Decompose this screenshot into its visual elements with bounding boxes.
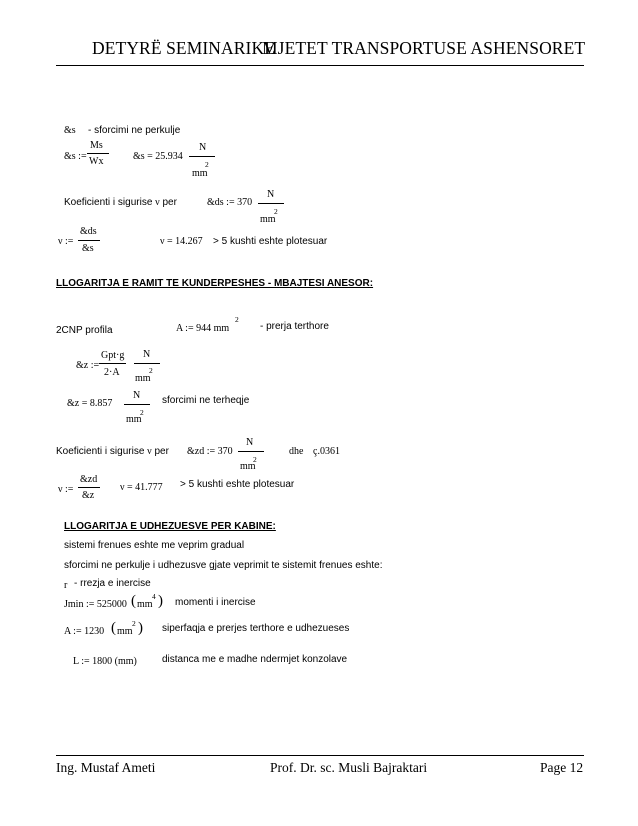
sigma-description: - sforcimi ne perkulje — [88, 125, 181, 136]
unit-exponent-4: 2 — [140, 408, 144, 417]
area2-paren-open: ( — [111, 620, 116, 636]
nu-result-2: ν = 41.777 — [120, 482, 163, 493]
nu-def-numerator: &ds — [80, 226, 97, 237]
unit-mm-3: mm — [135, 373, 151, 384]
unit-exponent-3: 2 — [149, 366, 153, 375]
section-title-counterweight: LLOGARITJA E RAMIT TE KUNDERPESHES - MBAJTESI ANESOR: — [56, 278, 374, 289]
jmin-exponent: 4 — [152, 592, 156, 601]
sigma-def-denominator: Wx — [89, 156, 104, 167]
unit-fraction-bar — [189, 156, 215, 157]
nu-def-fraction-bar-2 — [78, 487, 100, 488]
sigma-z-def-lhs: &z := — [76, 360, 100, 371]
jmin-assignment: Jmin := 525000 — [64, 599, 127, 610]
safety-factor-label: Koeficienti i sigurise ν per — [64, 197, 177, 208]
nu-def-lhs: ν := — [58, 236, 74, 247]
area2-unit: mm — [117, 626, 133, 637]
jmin-description: momenti i inercise — [175, 597, 256, 608]
sigma-zd-assignment: &zd := 370 — [187, 446, 233, 457]
area-description: - prerja terthore — [260, 321, 329, 332]
unit-n-5: N — [246, 437, 254, 448]
unit-exponent: 2 — [205, 160, 209, 169]
nu-condition-note: > 5 kushti eshte plotesuar — [213, 236, 328, 247]
and-word: dhe — [289, 446, 304, 457]
footer-author: Ing. Mustaf Ameti — [56, 760, 156, 775]
sigma-z-def-denominator: 2·A — [104, 367, 120, 378]
radius-symbol: r — [64, 580, 68, 591]
c-value: ç.0361 — [313, 446, 340, 457]
unit-fraction-bar-2 — [258, 203, 284, 204]
sigma-def-fraction-bar — [87, 153, 109, 154]
unit-mm-2: mm — [260, 214, 276, 225]
area2-assignment: A := 1230 — [64, 626, 105, 637]
nu-def-denominator-2: &z — [82, 490, 95, 501]
footer-rule — [56, 755, 584, 756]
unit-exponent-5: 2 — [253, 455, 257, 464]
nu-result: ν = 14.267 — [160, 236, 203, 247]
header-title-left: DETYRË SEMINARIKE — [92, 38, 276, 58]
sigma-def-numerator: Ms — [90, 140, 103, 151]
nu-def-lhs-2: ν := — [58, 484, 74, 495]
unit-fraction-bar-3 — [134, 363, 160, 364]
section-title-guides: LLOGARITJA E UDHEZUESVE PER KABINE: — [64, 521, 276, 532]
radius-description: - rrezja e inercise — [74, 578, 151, 589]
unit-fraction-bar-4 — [124, 404, 150, 405]
sigma-def-lhs: &s := — [64, 151, 87, 162]
header-rule — [56, 65, 584, 66]
area-exponent: 2 — [235, 315, 239, 324]
jmin-paren-open: ( — [131, 593, 136, 609]
area-assignment: A := 944 mm — [176, 323, 230, 334]
unit-mm-5: mm — [240, 461, 256, 472]
safety-factor-label-2: Koeficienti i sigurise ν per — [56, 446, 169, 457]
unit-n-4: N — [133, 390, 141, 401]
unit-mm-4: mm — [126, 414, 142, 425]
guides-line-2: sforcimi ne perkulje i udhezusve gjate veprimit te sistemit frenues eshte: — [64, 560, 383, 571]
unit-mm: mm — [192, 168, 208, 179]
jmin-paren-close: ) — [158, 593, 163, 609]
unit-n-2: N — [267, 189, 275, 200]
nu-def-fraction-bar — [78, 240, 100, 241]
sigma-z-def-numerator: Gpt·g — [101, 350, 125, 361]
nu-def-numerator-2: &zd — [80, 474, 98, 485]
sigma-result: &s = 25.934 — [133, 151, 183, 162]
nu-def-denominator: &s — [82, 243, 94, 254]
footer-professor: Prof. Dr. sc. Musli Bajraktari — [270, 760, 428, 775]
tension-stress-description: sforcimi ne terheqje — [162, 395, 250, 406]
nu-condition-note-2: > 5 kushti eshte plotesuar — [180, 479, 295, 490]
length-description: distanca me e madhe ndermjet konzolave — [162, 654, 348, 665]
footer-page-number: Page 12 — [540, 760, 584, 775]
unit-exponent-2: 2 — [274, 207, 278, 216]
header-title-right: MJETET TRANSPORTUSE ASHENSORET — [262, 38, 586, 58]
sigma-symbol: &s — [64, 125, 76, 136]
guides-line-1: sistemi frenues eshte me veprim gradual — [64, 540, 245, 551]
area2-paren-close: ) — [138, 620, 143, 636]
unit-n-3: N — [143, 349, 151, 360]
unit-fraction-bar-5 — [238, 451, 264, 452]
sigma-z-result: &z = 8.857 — [67, 398, 113, 409]
profile-label: 2CNP profila — [56, 325, 113, 336]
area2-exponent: 2 — [132, 619, 136, 628]
sigma-z-def-fraction-bar — [99, 363, 126, 364]
length-assignment: L := 1800 (mm) — [73, 656, 137, 667]
area2-description: siperfaqja e prerjes terthore e udhezueses — [162, 623, 350, 634]
unit-n: N — [199, 142, 207, 153]
jmin-unit: mm — [137, 599, 153, 610]
sigma-ds-assignment: &ds := 370 — [207, 197, 253, 208]
